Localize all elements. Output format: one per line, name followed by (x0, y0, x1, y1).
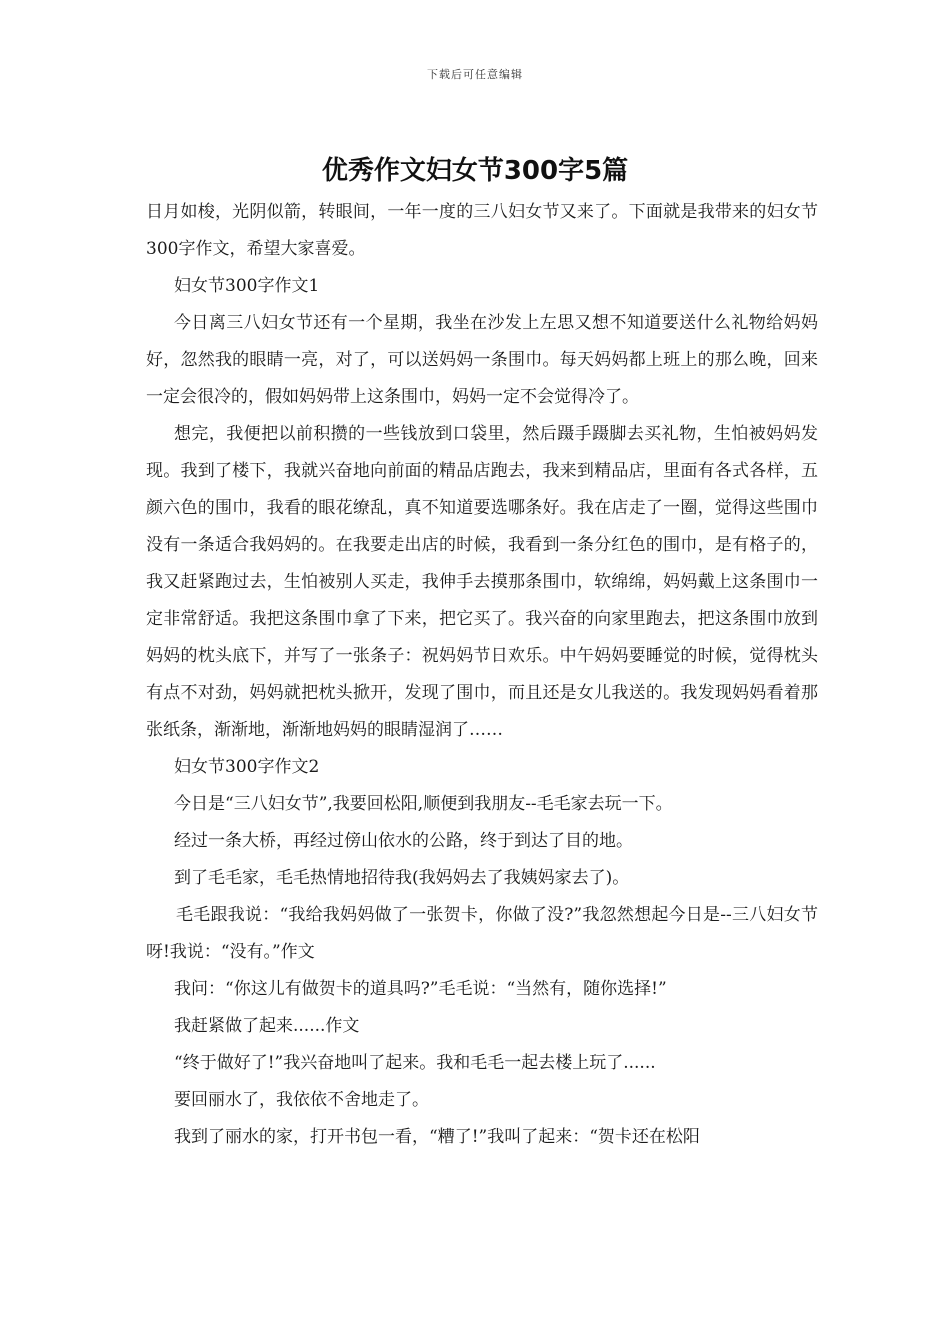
document-title: 优秀作文妇女节300字5篇 (321, 156, 629, 186)
section-heading-1: 妇女节300字作文1 (174, 276, 320, 296)
paragraph: 想完，我便把以前积攒的一些钱放到口袋里，然后蹑手蹑脚去买礼物，生怕被妈妈发现。我到了楼下，我就兴奋地向前面的精品店跑去，我来到精品店，里面有各式各样，五颜六色的围巾，我看的眼花缭乱，真不知道要选哪条好。我在店走了一圈，觉得这些围巾没有一条适合我妈妈的。在我要走出店的时候，我看到一条分红色的围巾，是有格子的，我又赶紧跑过去，生怕被别人买走，我伸手去摸那条围巾，软绵绵，妈妈戴上这条围巾一定非常舒适。我把这条围巾拿了下来，把它买了。我兴奋的向家里跑去，把这条围巾放到妈妈的枕头底下，并写了一张条子：祝妈妈节日欢乐。中午妈妈要睡觉的时候，觉得枕头有点不对劲，妈妈就把枕头掀开，发现了围巾，而且还是女儿我送的。我发现妈妈看着那张纸条，渐渐地，渐渐地妈妈的眼睛湿润了…… (146, 424, 818, 740)
paragraph: 要回丽水了，我依依不舍地走了。 (174, 1090, 429, 1110)
paragraph: “终于做好了!”我兴奋地叫了起来。我和毛毛一起去楼上玩了...... (174, 1053, 656, 1073)
paragraph: 我问：“你这儿有做贺卡的道具吗?”毛毛说：“当然有，随你选择!” (174, 979, 667, 999)
header-note: 下载后可任意编辑 (427, 68, 523, 81)
paragraph-intro: 日月如梭，光阴似箭，转眼间，一年一度的三八妇女节又来了。下面就是我带来的妇女节300字作文，希望大家喜爱。 (146, 202, 818, 259)
paragraph: 今日离三八妇女节还有一个星期，我坐在沙发上左思又想不知道要送什么礼物给妈妈好，忽然我的眼睛一亮，对了，可以送妈妈一条围巾。每天妈妈都上班上的那么晚，回来一定会很冷的，假如妈妈带上这条围巾，妈妈一定不会觉得冷了。 (146, 313, 818, 407)
paragraph: 我赶紧做了起来......作文 (174, 1016, 360, 1036)
section-heading-2: 妇女节300字作文2 (174, 757, 320, 777)
paragraph: 经过一条大桥，再经过傍山依水的公路，终于到达了目的地。 (174, 831, 633, 851)
paragraph: 毛毛跟我说：“我给我妈妈做了一张贺卡，你做了没?”我忽然想起今日是--三八妇女节呀!我说：“没有。”作文 (146, 905, 818, 962)
document-body (146, 194, 818, 1156)
paragraph: 我到了丽水的家，打开书包一看，“糟了!”我叫了起来：“贺卡还在松阳 (174, 1127, 700, 1147)
paragraph: 到了毛毛家，毛毛热情地招待我(我妈妈去了我姨妈家去了)。 (174, 868, 630, 888)
paragraph: 今日是“三八妇女节”,我要回松阳,顺便到我朋友--毛毛家去玩一下。 (174, 794, 673, 814)
